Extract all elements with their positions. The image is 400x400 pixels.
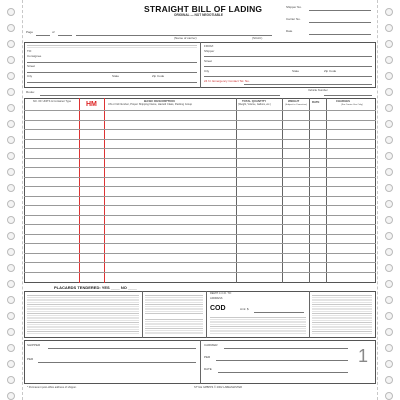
declared-value-fine-print bbox=[145, 294, 203, 314]
weight-subheader: (Subject to Correction) bbox=[285, 104, 307, 106]
weight-header: WEIGHT bbox=[288, 99, 300, 103]
feed-hole bbox=[7, 232, 15, 240]
shipper-no-field[interactable] bbox=[309, 10, 371, 11]
table-row[interactable] bbox=[24, 139, 376, 149]
signature-divider bbox=[200, 340, 201, 384]
shipper-signature-field[interactable] bbox=[48, 348, 196, 349]
table-row[interactable] bbox=[24, 129, 376, 139]
feed-hole bbox=[7, 168, 15, 176]
feed-hole bbox=[385, 24, 393, 32]
terms-fine-print bbox=[27, 294, 139, 335]
hm-header: HM bbox=[86, 101, 97, 108]
feed-hole bbox=[385, 280, 393, 288]
feed-hole bbox=[385, 136, 393, 144]
feed-hole bbox=[7, 120, 15, 128]
feed-hole bbox=[7, 152, 15, 160]
route-field[interactable] bbox=[40, 95, 280, 96]
table-row[interactable] bbox=[24, 262, 376, 272]
remit-cod-label: REMIT C.O.D. TO: bbox=[210, 292, 232, 295]
feed-hole bbox=[7, 216, 15, 224]
terms-divider-1 bbox=[142, 291, 143, 338]
feed-hole bbox=[385, 232, 393, 240]
feed-hole bbox=[385, 152, 393, 160]
table-row[interactable] bbox=[24, 158, 376, 168]
feed-hole bbox=[7, 88, 15, 96]
to-fine-print bbox=[27, 44, 197, 48]
to-zip-label: Zip Code bbox=[152, 74, 165, 78]
to-city-field[interactable] bbox=[27, 82, 197, 83]
table-row[interactable] bbox=[24, 148, 376, 158]
feed-hole bbox=[7, 328, 15, 336]
table-row[interactable] bbox=[24, 224, 376, 234]
feed-hole bbox=[7, 8, 15, 16]
feed-hole bbox=[7, 264, 15, 272]
from-zip-label: Zip Code bbox=[324, 69, 337, 73]
feed-hole bbox=[7, 280, 15, 288]
emergency-contact-field[interactable] bbox=[244, 84, 372, 85]
feed-hole bbox=[385, 376, 393, 384]
carrier-per-field[interactable] bbox=[216, 360, 348, 361]
table-row[interactable] bbox=[24, 110, 376, 120]
consignee-field[interactable] bbox=[27, 62, 197, 63]
feed-hole bbox=[7, 360, 15, 368]
feed-hole bbox=[7, 376, 15, 384]
feed-hole bbox=[385, 72, 393, 80]
vehicle-number-label: Vehicle Number bbox=[308, 88, 328, 92]
feed-hole bbox=[385, 184, 393, 192]
to-label: TO: bbox=[27, 49, 32, 53]
feed-hole bbox=[385, 344, 393, 352]
feed-hole bbox=[385, 40, 393, 48]
copy-number: 1 bbox=[358, 346, 369, 366]
to-street-field[interactable] bbox=[27, 72, 197, 73]
terms-divider-2 bbox=[206, 291, 207, 338]
table-row[interactable] bbox=[24, 234, 376, 244]
table-rows bbox=[24, 98, 376, 283]
table-row[interactable] bbox=[24, 167, 376, 177]
to-city-label: City bbox=[27, 74, 33, 78]
feed-hole bbox=[385, 8, 393, 16]
date-label: Date bbox=[286, 29, 293, 33]
feed-hole bbox=[7, 56, 15, 64]
feed-hole bbox=[7, 296, 15, 304]
feed-hole bbox=[385, 56, 393, 64]
placards-tendered: PLACARDS TENDERED: YES ____ NO ____ bbox=[54, 285, 137, 290]
charges-fine-print bbox=[312, 294, 372, 335]
feed-hole bbox=[385, 264, 393, 272]
vehicle-number-field[interactable] bbox=[324, 95, 372, 96]
feed-hole bbox=[7, 184, 15, 192]
emergency-contact-label: 24 hr. Emergency Contact Tel. No. bbox=[204, 79, 250, 83]
charges-header: CHARGES bbox=[336, 99, 350, 103]
feed-hole bbox=[7, 344, 15, 352]
style-line: STYLE GPBPP4 © 2002 LABELMASTER bbox=[194, 386, 243, 389]
feed-hole bbox=[7, 72, 15, 80]
remit-address-label: ADDRESS bbox=[210, 297, 223, 300]
feed-hole bbox=[385, 360, 393, 368]
feed-hole bbox=[7, 40, 15, 48]
feed-hole bbox=[7, 200, 15, 208]
form-title: STRAIGHT BILL OF LADING bbox=[144, 4, 263, 14]
feed-hole bbox=[385, 200, 393, 208]
shipper-per-label: PER bbox=[27, 357, 34, 361]
to-street-label: Street bbox=[27, 64, 36, 68]
table-row[interactable] bbox=[24, 177, 376, 187]
basic-description-header: BASIC DESCRIPTION bbox=[144, 99, 175, 103]
table-row[interactable] bbox=[24, 272, 376, 282]
feed-hole bbox=[7, 136, 15, 144]
feed-hole bbox=[7, 104, 15, 112]
shipper-field[interactable] bbox=[204, 56, 372, 57]
from-city-field[interactable] bbox=[204, 76, 372, 77]
table-row[interactable] bbox=[24, 196, 376, 206]
route-label: Route: bbox=[26, 90, 35, 94]
right-perforation bbox=[377, 0, 378, 400]
table-row[interactable] bbox=[24, 205, 376, 215]
table-row[interactable] bbox=[24, 120, 376, 130]
from-street-label: Street bbox=[204, 59, 213, 63]
shipper-no-label: Shipper No. bbox=[286, 5, 302, 9]
bill-of-lading-form bbox=[24, 0, 376, 400]
table-row[interactable] bbox=[24, 243, 376, 253]
cod-amount-label: Amt: $ bbox=[240, 307, 249, 311]
of-label: of bbox=[52, 30, 55, 34]
total-quantity-header: TOTAL QUANTITY bbox=[242, 99, 267, 103]
from-street-field[interactable] bbox=[204, 66, 372, 67]
feed-hole bbox=[385, 328, 393, 336]
feed-hole bbox=[385, 104, 393, 112]
table-row[interactable] bbox=[24, 215, 376, 225]
feed-hole bbox=[7, 24, 15, 32]
feed-hole bbox=[385, 312, 393, 320]
page-number-field[interactable] bbox=[36, 35, 50, 36]
carrier-date-label: DATE bbox=[204, 367, 212, 371]
scac-caption: (SCAC) bbox=[252, 36, 263, 40]
total-quantity-subheader: (Weight, Volume, Gallons, etc.) bbox=[238, 103, 271, 106]
consignee-label: Consignee bbox=[27, 54, 42, 58]
feed-hole bbox=[385, 392, 393, 400]
to-state-label: State bbox=[112, 74, 120, 78]
feed-hole bbox=[385, 248, 393, 256]
signature-fine-print bbox=[145, 318, 203, 335]
feed-hole bbox=[7, 248, 15, 256]
left-perforation bbox=[22, 0, 23, 400]
rate-header: RATE bbox=[312, 100, 320, 104]
carrier-signature-label: CARRIER bbox=[204, 343, 218, 347]
feed-hole bbox=[7, 312, 15, 320]
carrier-no-field[interactable] bbox=[309, 22, 371, 23]
feed-hole bbox=[385, 216, 393, 224]
page-total-field[interactable] bbox=[58, 35, 72, 36]
feed-hole bbox=[385, 296, 393, 304]
no-units-header: NO. OF UNITS & Container Type bbox=[32, 100, 72, 103]
date-field[interactable] bbox=[309, 34, 371, 35]
table-row[interactable] bbox=[24, 186, 376, 196]
page-label: Page bbox=[26, 30, 34, 34]
to-from-divider bbox=[200, 42, 201, 88]
from-city-label: City bbox=[204, 69, 210, 73]
form-subtitle: ORIGINAL — NOT NEGOTIABLE bbox=[174, 13, 223, 17]
cod-label: COD bbox=[210, 305, 226, 312]
basic-description-subheader: UN or NA Number, Proper Shipping Name, Hazard Class, Packing Group bbox=[108, 103, 193, 106]
name-of-carrier-caption: (Name of carrier) bbox=[174, 36, 197, 40]
from-label: FROM: bbox=[204, 44, 214, 48]
cod-fine-print bbox=[210, 316, 306, 335]
cod-amount-field[interactable] bbox=[254, 312, 304, 313]
carrier-per-label: PER bbox=[204, 355, 211, 359]
feed-hole bbox=[385, 168, 393, 176]
shipper-signature-label: SHIPPER bbox=[27, 343, 41, 347]
footnote: * Permanent post-office address of shipper. bbox=[27, 386, 77, 389]
carrier-signature-field[interactable] bbox=[224, 348, 348, 349]
feed-hole bbox=[7, 392, 15, 400]
feed-hole bbox=[385, 120, 393, 128]
terms-divider-3 bbox=[309, 291, 310, 338]
shipper-per-field[interactable] bbox=[38, 362, 196, 363]
charges-subheader: (For Carrier Use Only) bbox=[341, 104, 363, 106]
carrier-date-field[interactable] bbox=[218, 372, 348, 373]
table-row[interactable] bbox=[24, 253, 376, 263]
feed-hole bbox=[385, 88, 393, 96]
carrier-no-label: Carrier No. bbox=[286, 17, 301, 21]
from-state-label: State bbox=[292, 69, 300, 73]
shipper-label-top: Shipper bbox=[204, 49, 215, 53]
